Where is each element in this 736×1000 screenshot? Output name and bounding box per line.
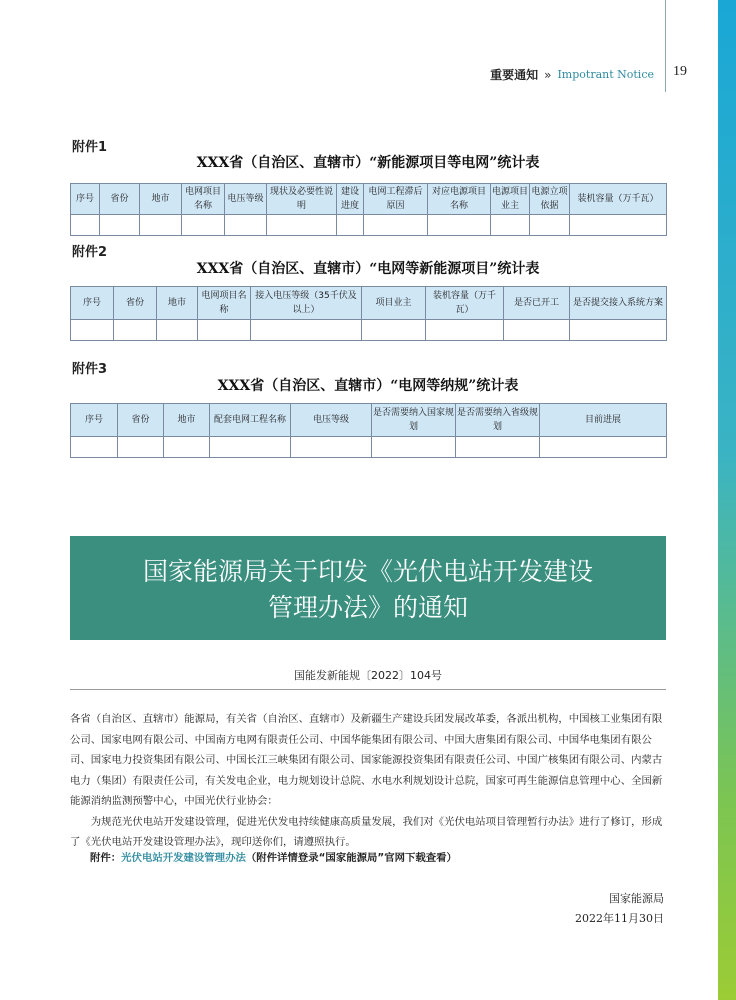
table-header-cell: 对应电源项目名称 bbox=[428, 184, 491, 215]
attachment-suffix: （附件详情登录“国家能源局”官网下载查看） bbox=[245, 852, 457, 864]
table-header-cell: 省份 bbox=[114, 287, 157, 320]
notice-title-line-1: 国家能源局关于印发《光伏电站开发建设 bbox=[142, 557, 593, 586]
issue-date: 2022年11月30日 bbox=[575, 912, 664, 925]
header-subtitle: Impotrant Notice bbox=[557, 68, 654, 81]
table-header-cell: 接入电压等级（35千伏及以上） bbox=[251, 287, 362, 320]
table-header-cell: 是否已开工 bbox=[504, 287, 570, 320]
table-header-cell: 省份 bbox=[100, 184, 140, 215]
attachment-note bbox=[90, 849, 457, 864]
table-header-cell: 电网工程滞后原因 bbox=[364, 184, 428, 215]
table-header-cell: 序号 bbox=[71, 287, 114, 320]
notice-title-line-2: 管理办法》的通知 bbox=[267, 593, 468, 622]
divider bbox=[70, 689, 666, 690]
attachment-3-label: 附件3 bbox=[72, 362, 108, 377]
attachment-1-table bbox=[70, 183, 667, 236]
attachment-3-title: XXX省（自治区、直辖市）“电网等纳规”统计表 bbox=[217, 378, 519, 394]
page-number: 19 bbox=[673, 64, 687, 79]
table-header-cell: 是否需要纳入省级规划 bbox=[456, 404, 540, 437]
table-header-cell: 地市 bbox=[140, 184, 182, 215]
side-color-bar bbox=[718, 0, 736, 1000]
attachment-1-label: 附件1 bbox=[72, 140, 108, 155]
table-row bbox=[71, 320, 667, 341]
running-header bbox=[490, 66, 654, 83]
attachment-link[interactable]: 光伏电站开发建设管理办法 bbox=[121, 852, 246, 864]
table-header-cell: 电源项目业主 bbox=[491, 184, 530, 215]
table-header-cell: 电源立项依据 bbox=[530, 184, 570, 215]
attachment-2-title: XXX省（自治区、直辖市）“电网等新能源项目”统计表 bbox=[196, 261, 540, 277]
table-header-cell: 地市 bbox=[164, 404, 210, 437]
header-divider bbox=[665, 0, 666, 92]
table-header-cell: 地市 bbox=[157, 287, 198, 320]
table-header-cell: 是否提交接入系统方案 bbox=[570, 287, 667, 320]
table-header-cell: 序号 bbox=[71, 404, 118, 437]
table-header-cell: 是否需要纳入国家规划 bbox=[372, 404, 456, 437]
table-header-cell: 现状及必要性说明 bbox=[267, 184, 337, 215]
table-header-cell: 目前进展 bbox=[540, 404, 667, 437]
attachment-2-label: 附件2 bbox=[72, 245, 108, 260]
table-header-cell: 电网项目名称 bbox=[182, 184, 225, 215]
main-paragraph: 为规范光伏电站开发建设管理，促进光伏发电持续健康高质量发展，我们对《光伏电站项目管理暂行办法》进行了修订，形成了《光伏电站开发建设管理办法》，现印送你们，请遵照执行。 bbox=[70, 815, 663, 848]
document-number: 国能发新能规〔2022〕104号 bbox=[294, 669, 442, 682]
table-header-cell: 电压等级 bbox=[225, 184, 267, 215]
table-header-cell: 配套电网工程名称 bbox=[210, 404, 291, 437]
attachment-2-table bbox=[70, 286, 667, 341]
table-header-cell: 电压等级 bbox=[291, 404, 372, 437]
table-header-cell: 装机容量（万千瓦） bbox=[426, 287, 504, 320]
attachment-prefix: 附件： bbox=[90, 852, 122, 864]
table-header-cell: 装机容量（万千瓦） bbox=[570, 184, 667, 215]
table-header-cell: 建设进度 bbox=[337, 184, 364, 215]
header-title: 重要通知 bbox=[490, 68, 539, 82]
notice-body bbox=[70, 709, 666, 853]
issuer: 国家能源局 bbox=[609, 892, 664, 905]
notice-title-banner bbox=[70, 536, 666, 640]
table-header-cell: 省份 bbox=[118, 404, 164, 437]
chevron-right-icon: » bbox=[544, 67, 552, 82]
table-header-cell: 项目业主 bbox=[362, 287, 426, 320]
attachment-3-table bbox=[70, 403, 667, 458]
recipients-paragraph: 各省（自治区、直辖市）能源局，有关省（自治区、直辖市）及新疆生产建设兵团发展改革委，各派出机构，中国核工业集团有限公司、国家电网有限公司、中国南方电网有限责任公司、中国华能集团有限公司、中国大唐集团有限公司、中国华电集团有限公司、国家电力投资集团有限公司、中国长江三峡集团有限公司、国家能源投资集团有限责任公司、中国广核集团有限公司、内蒙古电力（集团）有限责任公司，有关发电企业，电力规划设计总院、水电水利规划设计总院，国家可再生能源信息管理中心、全国新能源消纳监测预警中心，中国光伏行业协会： bbox=[70, 713, 663, 807]
table-header-cell: 序号 bbox=[71, 184, 100, 215]
attachment-1-title: XXX省（自治区、直辖市）“新能源项目等电网”统计表 bbox=[196, 155, 540, 171]
table-row bbox=[71, 215, 667, 236]
table-header-cell: 电网项目名称 bbox=[198, 287, 251, 320]
table-row bbox=[71, 437, 667, 458]
